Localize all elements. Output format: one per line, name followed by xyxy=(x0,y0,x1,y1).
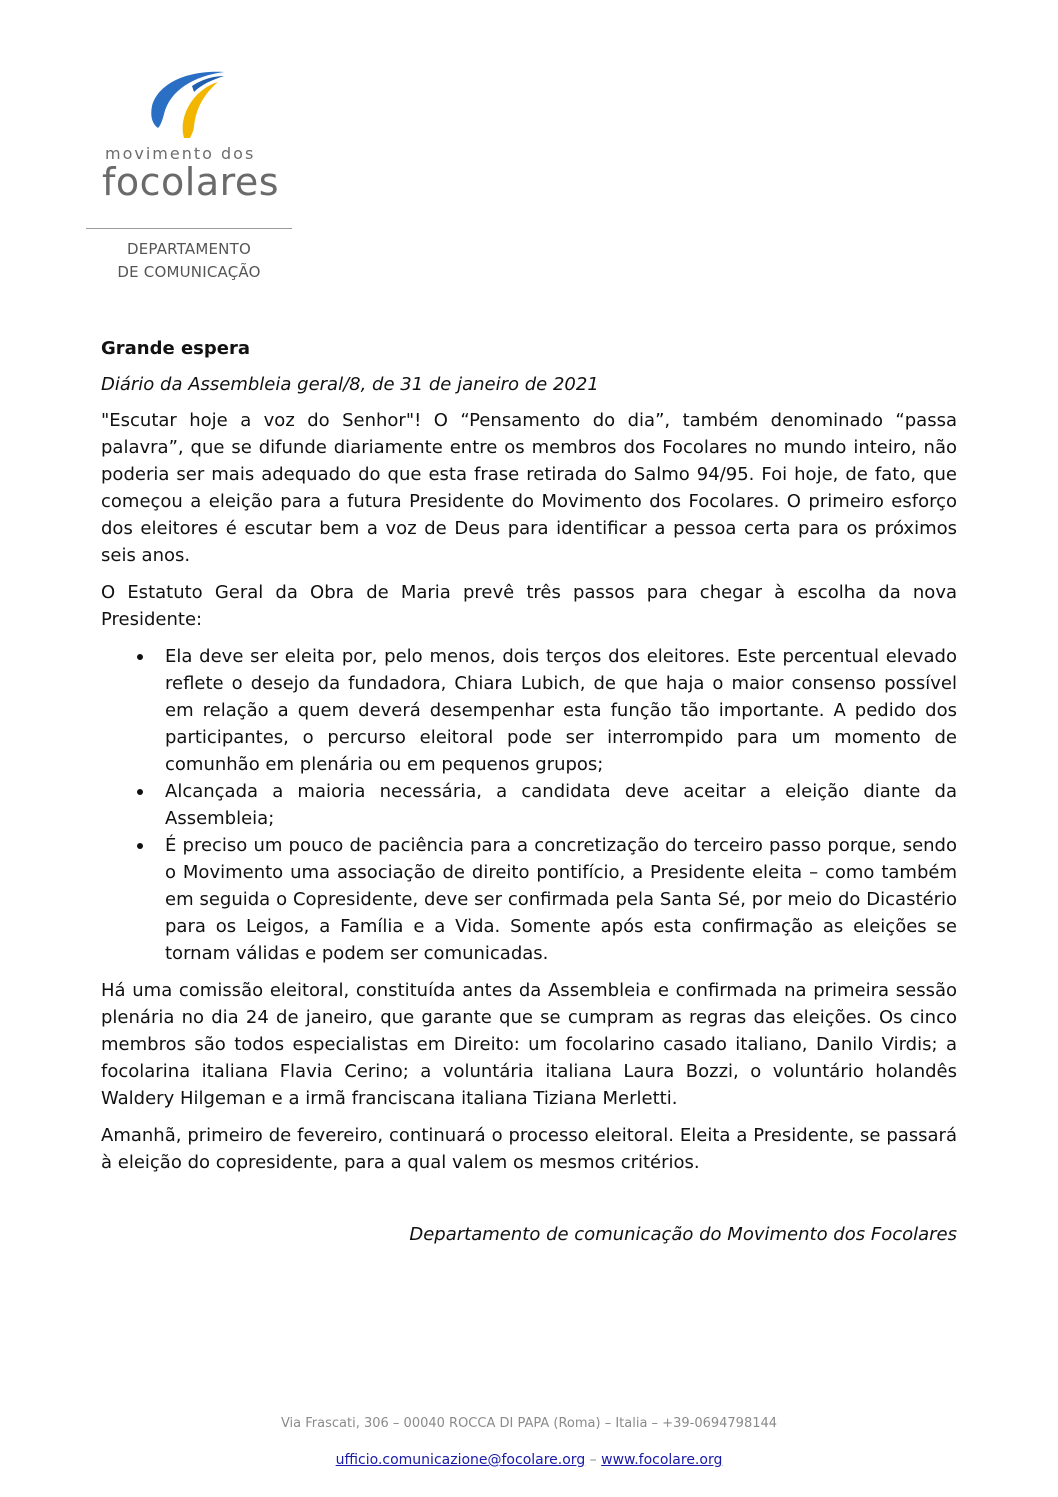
footer-links xyxy=(0,1452,1058,1468)
footer-address: Via Frascati, 306 – 00040 ROCCA DI PAPA (Roma) – Italia – +39-0694798144 xyxy=(280,1416,778,1431)
focolares-logo-icon xyxy=(148,68,226,140)
department-line-2: DE COMUNICAÇÃO xyxy=(117,263,261,281)
paragraph-4: Amanhã, primeiro de fevereiro, continuará o processo eleitoral. Eleita a Presidente, se passará à eleição do copresidente, para a qual valem os mesmos critérios. xyxy=(101,1125,957,1173)
logo-text-small: movimento dos xyxy=(105,144,256,163)
bullet-item xyxy=(101,643,957,778)
bullet-text: É preciso um pouco de paciência para a concretização do terceiro passo porque, sendo o Movimento uma associação de direito pontifício, a Presidente eleita – como também em seguida o Copresidente, deve ser confirmada pela Santa Sé, por meio do Dicastério para os Leigos, a Família e a Vida. Somente após esta confirmação as eleições se tornam válidas e podem ser comunicadas. xyxy=(165,835,957,964)
bullet-list xyxy=(101,643,957,967)
logo-text-big: focolares xyxy=(102,160,280,204)
article-subtitle: Diário da Assembleia geral/8, de 31 de janeiro de 2021 xyxy=(101,374,599,395)
article-body xyxy=(101,335,957,1248)
bullet-text: Ela deve ser eleita por, pelo menos, dois terços dos eleitores. Este percentual elevado reflete o desejo da fundadora, Chiara Lubich, de que haja o maior consenso possível em relação a quem deverá desempenhar esta função tão importante. A pedido dos participantes, o percurso eleitoral pode ser interrompido para um momento de comunhão em plenária ou em pequenos grupos; xyxy=(165,646,957,775)
department-label xyxy=(86,238,292,284)
bullet-icon xyxy=(137,789,143,795)
bullet-icon xyxy=(137,654,143,660)
footer-separator: – xyxy=(589,1452,597,1468)
bullet-item xyxy=(101,778,957,832)
article-title: Grande espera xyxy=(101,338,251,359)
bullet-icon xyxy=(137,843,143,849)
paragraph-2: O Estatuto Geral da Obra de Maria prevê três passos para chegar à escolha da nova Presidente: xyxy=(101,582,957,630)
bullet-item xyxy=(101,832,957,967)
paragraph-3: Há uma comissão eleitoral, constituída antes da Assembleia e confirmada na primeira sessão plenária no dia 24 de janeiro, que garante que se cumpram as regras das eleições. Os cinco membros são todos especialistas em Direito: um focolarino casado italiano, Danilo Virdis; a focolarina italiana Flavia Cerino; a voluntária italiana Laura Bozzi, o voluntário holandês Waldery Hilgeman e a irmã franciscana italiana Tiziana Merletti. xyxy=(101,980,957,1109)
signature: Departamento de comunicação do Movimento dos Focolares xyxy=(409,1224,957,1245)
department-line-1: DEPARTAMENTO xyxy=(127,240,251,258)
paragraph-1: "Escutar hoje a voz do Senhor"! O “Pensamento do dia”, também denominado “passa palavra”, que se difunde diariamente entre os membros dos Focolares no mundo inteiro, não poderia ser mais adequado do que esta frase retirada do Salmo 94/95. Foi hoje, de fato, que começou a eleição para a futura Presidente do Movimento dos Focolares. O primeiro esforço dos eleitores é escutar bem a voz de Deus para identificar a pessoa certa para os próximos seis anos. xyxy=(101,410,957,566)
bullet-text: Alcançada a maioria necessária, a candidata deve aceitar a eleição diante da Assembleia; xyxy=(165,781,957,829)
header-divider xyxy=(86,228,292,229)
email-link[interactable]: ufficio.comunicazione@focolare.org xyxy=(335,1452,586,1468)
website-link[interactable]: www.focolare.org xyxy=(601,1452,723,1468)
